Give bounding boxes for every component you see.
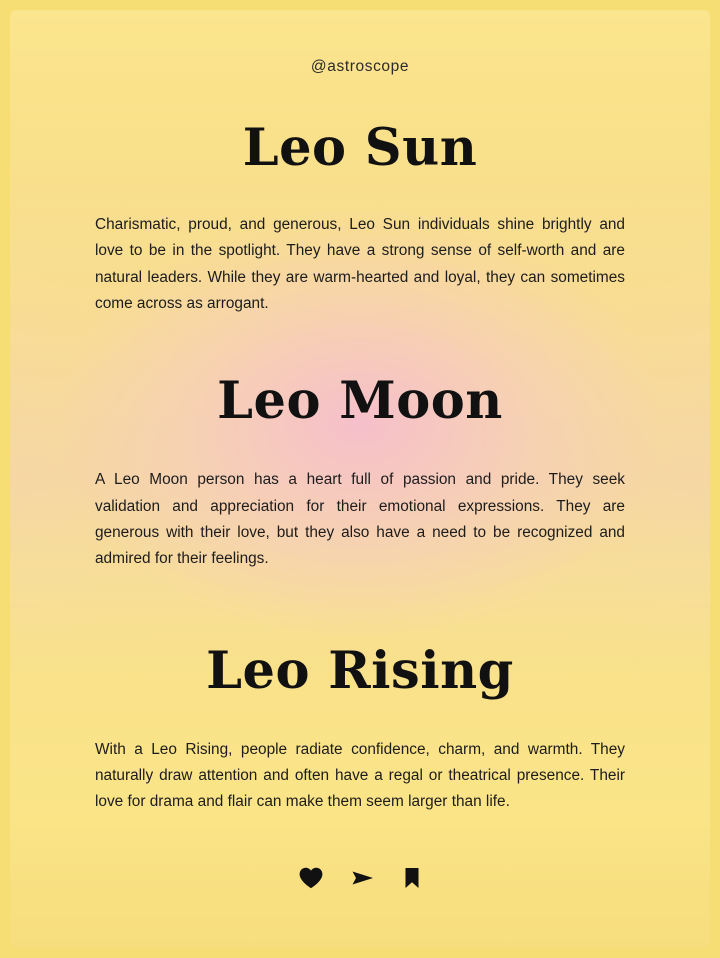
section-body-leo-moon: A Leo Moon person has a heart full of passion and pride. They seek validation and appreciation for their emotional expressions. They are generous with their love, but they also have a need to be recognized and admired for their feelings. [95, 471, 625, 568]
footer-action-bar [10, 866, 710, 890]
bookmark-icon[interactable] [402, 866, 422, 890]
account-handle: @astroscope [310, 58, 410, 75]
heart-icon[interactable] [298, 866, 324, 890]
post-content [10, 10, 710, 948]
section-leo-rising [95, 640, 625, 816]
section-title-leo-moon: Leo Moon [217, 371, 503, 432]
send-icon[interactable] [350, 866, 376, 890]
section-title-leo-rising: Leo Rising [206, 640, 514, 701]
section-leo-moon [95, 371, 625, 572]
section-body-leo-rising: With a Leo Rising, people radiate confidence, charm, and warmth. They naturally draw attention and often have a regal or theatrical presence. Their love for drama and flair can make them seem larger than life. [95, 740, 625, 811]
section-leo-sun [95, 118, 625, 317]
section-body-leo-sun: Charismatic, proud, and generous, Leo Sun individuals shine brightly and love to be in the spotlight. They have a strong sense of self-worth and are natural leaders. While they are warm-hearted and loyal, they can sometimes come across as arrogant. [95, 215, 625, 312]
section-title-leo-sun: Leo Sun [242, 118, 478, 178]
post-card [10, 10, 710, 948]
